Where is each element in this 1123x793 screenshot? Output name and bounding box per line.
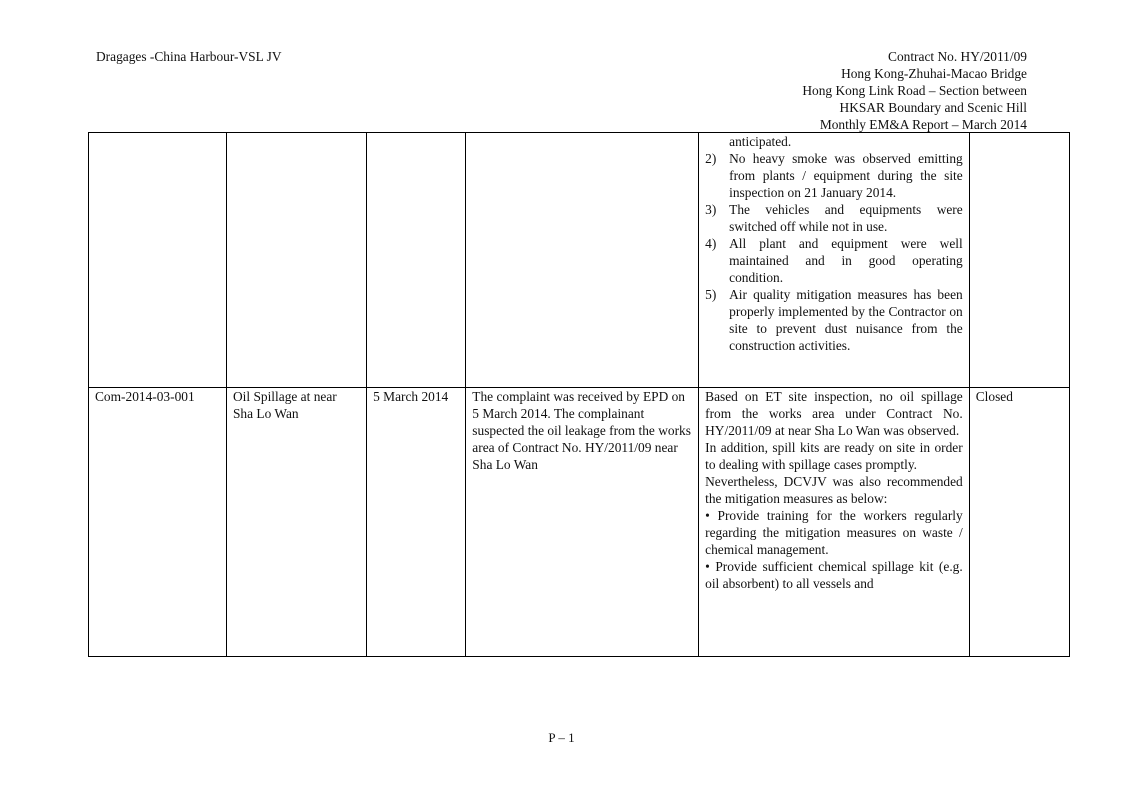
cell-subject: Oil Spillage at near Sha Lo Wan	[226, 388, 366, 657]
cell-empty	[89, 133, 227, 388]
cell-investigation-continued	[699, 133, 970, 388]
investigation-paragraph: Nevertheless, DCVJV was also recommended the mitigation measures as below:	[705, 474, 963, 506]
header-line: Hong Kong Link Road – Section between	[802, 83, 1027, 98]
page-number: P – 1	[548, 730, 575, 745]
header-line: Hong Kong-Zhuhai-Macao Bridge	[841, 66, 1027, 81]
investigation-paragraph: Based on ET site inspection, no oil spillage from the works area under Contract No. HY/2011/09 at near Sha Lo Wan was observed.	[705, 389, 963, 438]
list-item: 5) Air quality mitigation measures has been properly implemented by the Contractor on site to prevent dust nuisance from the construction activities.	[705, 287, 963, 353]
list-item: 2) No heavy smoke was observed emitting from plants / equipment during the site inspection on 21 January 2014.	[705, 151, 963, 200]
findings-list	[705, 150, 963, 354]
header-line: Contract No. HY/2011/09	[888, 49, 1027, 64]
header-line: Monthly EM&A Report – March 2014	[819, 117, 1027, 132]
investigation-paragraph: In addition, spill kits are ready on site in order to dealing with spillage cases promptly.	[705, 440, 963, 472]
cell-complaint-id: Com-2014-03-001	[89, 388, 227, 657]
cell-investigation	[699, 388, 970, 657]
header-contract-info	[802, 48, 1027, 133]
list-item: 4) All plant and equipment were well maintained and in good operating condition.	[705, 236, 963, 285]
mitigation-bullet: • Provide sufficient chemical spillage kit (e.g. oil absorbent) to all vessels and	[705, 559, 963, 591]
cell-description: The complaint was received by EPD on 5 March 2014. The complainant suspected the oil leakage from the works area of Contract No. HY/2011/09 near Sha Lo Wan	[466, 388, 699, 657]
continued-text: anticipated.	[729, 134, 792, 149]
table-row	[89, 388, 1070, 657]
mitigation-bullet: • Provide training for the workers regularly regarding the mitigation measures on waste / chemical management.	[705, 508, 963, 557]
cell-status: Closed	[969, 388, 1069, 657]
cell-empty	[367, 133, 466, 388]
complaint-log-table	[88, 132, 1070, 657]
cell-empty	[466, 133, 699, 388]
cell-date: 5 March 2014	[367, 388, 466, 657]
table-row-continued	[89, 133, 1070, 388]
cell-empty	[969, 133, 1069, 388]
header-line: HKSAR Boundary and Scenic Hill	[839, 100, 1027, 115]
cell-empty	[226, 133, 366, 388]
header-company: Dragages -China Harbour-VSL JV	[96, 49, 282, 64]
list-item: 3) The vehicles and equipments were switched off while not in use.	[705, 202, 963, 234]
